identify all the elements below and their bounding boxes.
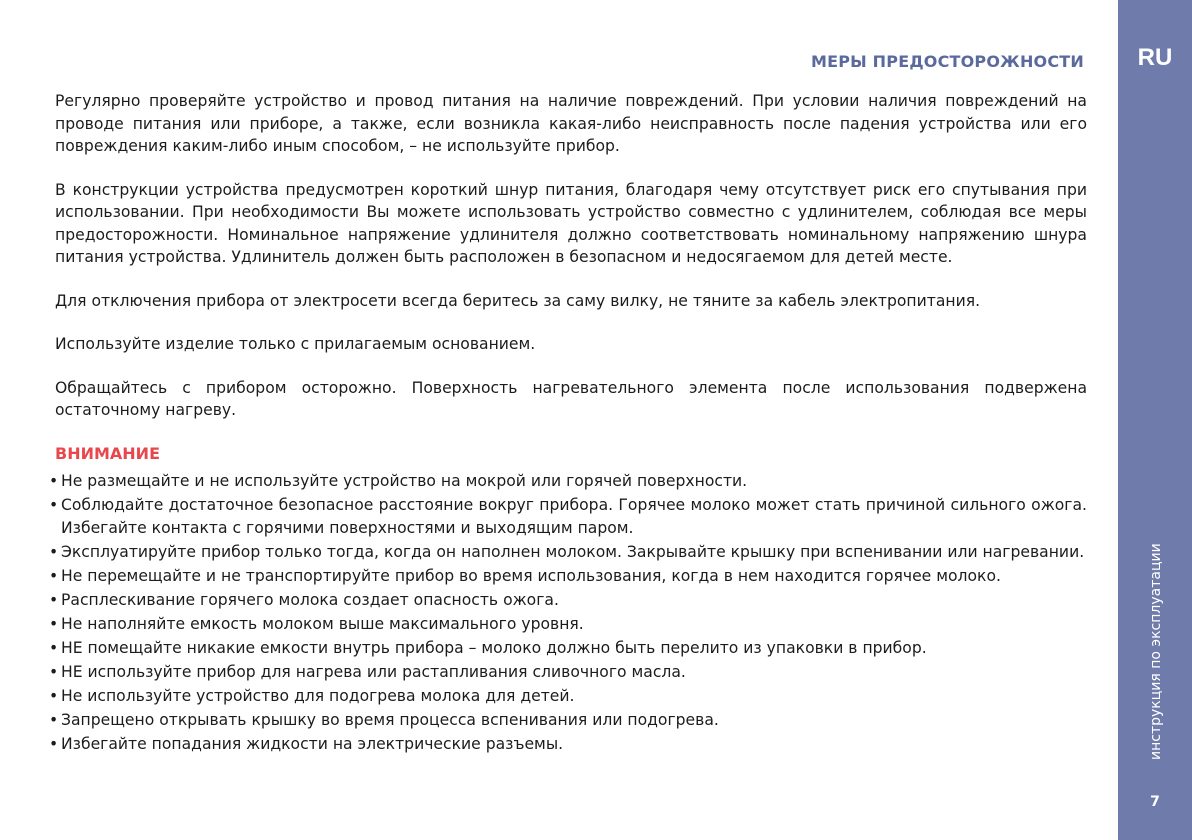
paragraph-short-cord: В конструкции устройства предусмотрен короткий шнур питания, благодаря чему отсутствует риск его спутывания при использовании. При необходимости Вы можете использовать устройство совместно с удлинителем, соблюдая все меры предосторожности. Номинальное напряжение удлинителя должно соответствовать номинальному напряжению шнура питания устройства. Удлинитель должен быть расположен в безопасном и недосягаемом для детей месте. bbox=[55, 180, 1087, 266]
warning-item: • НЕ используйте прибор для нагрева или растапливания сливочного масла. bbox=[49, 661, 1087, 684]
paragraph-residual-heat: Обращайтесь с прибором осторожно. Поверхность нагревательного элемента после использования подвержена остаточному нагреву. bbox=[55, 378, 1087, 419]
section-title: МЕРЫ ПРЕДОСТОРОЖНОСТИ bbox=[810, 52, 1084, 71]
warning-item: • Эксплуатируйте прибор только тогда, когда он наполнен молоком. Закрывайте крышку при вспенивании или нагревании. bbox=[49, 541, 1087, 564]
warning-item: • Избегайте попадания жидкости на электрические разъемы. bbox=[49, 733, 1087, 756]
warning-item: • Запрещено открывать крышку во время процесса вспенивания или подогрева. bbox=[49, 709, 1087, 732]
paragraph-inspect-cord: Регулярно проверяйте устройство и провод питания на наличие повреждений. При условии наличия повреждений на проводе питания или приборе, а также, если возникла какая-либо неисправность после падения устройства или его повреждения каким-либо иным способом, – не используйте прибор. bbox=[55, 92, 1087, 155]
warning-title: ВНИМАНИЕ bbox=[55, 443, 160, 463]
language-label: RU bbox=[1137, 44, 1173, 71]
warning-item: • Не размещайте и не используйте устройство на мокрой или горячей поверхности. bbox=[49, 470, 1087, 493]
warning-item: • Не перемещайте и не транспортируйте прибор во время использования, когда в нем находится горячее молоко. bbox=[49, 565, 1087, 588]
page-content bbox=[55, 90, 1087, 757]
warning-item: • Расплескивание горячего молока создает опасность ожога. bbox=[49, 589, 1087, 612]
warning-item: • Соблюдайте достаточное безопасное расстояние вокруг прибора. Горячее молоко может стать причиной сильного ожога. Избегайте контакта с горячими поверхностями и выходящим паром. bbox=[49, 494, 1087, 539]
warning-item: • Не наполняйте емкость молоком выше максимального уровня. bbox=[49, 613, 1087, 636]
warning-item: • НЕ помещайте никакие емкости внутрь прибора – молоко должно быть перелито из упаковки в прибор. bbox=[49, 637, 1087, 660]
warning-list bbox=[49, 470, 1087, 755]
paragraph-unplug: Для отключения прибора от электросети всегда беритесь за саму вилку, не тяните за кабель электропитания. bbox=[55, 291, 981, 310]
paragraph-base: Используйте изделие только с прилагаемым основанием. bbox=[55, 335, 536, 353]
page-number: 7 bbox=[1150, 794, 1160, 810]
warning-item: • Не используйте устройство для подогрева молока для детей. bbox=[49, 685, 1087, 708]
manual-label-vertical: инструкция по эксплуатации bbox=[1148, 543, 1164, 760]
side-tab bbox=[1118, 0, 1192, 840]
